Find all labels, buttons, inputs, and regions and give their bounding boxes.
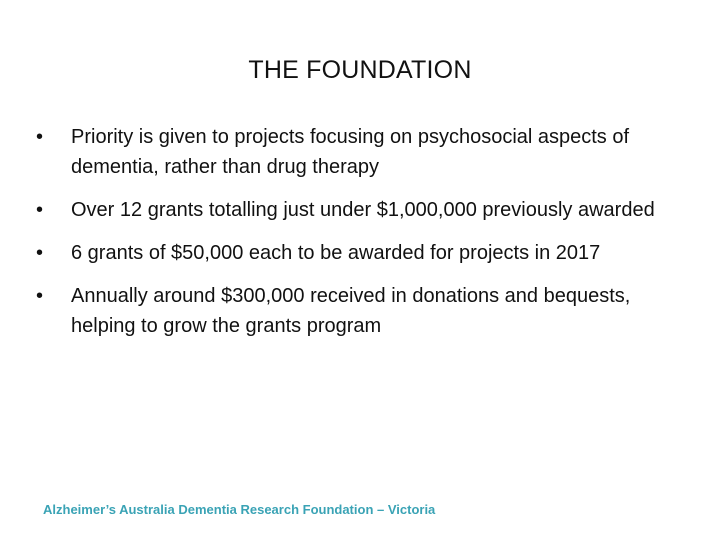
footer-organization-name: Alzheimer’s Australia Dementia Research Foundation – Victoria bbox=[43, 502, 436, 517]
bullet-item-priority bbox=[36, 122, 666, 182]
bullet-marker: • bbox=[36, 242, 44, 264]
bullet-text: Over 12 grants totalling just under $1,000,000 previously awarded bbox=[71, 199, 655, 221]
bullet-marker: • bbox=[36, 285, 44, 307]
bullet-list bbox=[36, 122, 666, 341]
bullet-marker: • bbox=[36, 126, 44, 148]
bullet-text: Annually around $300,000 received in donations and bequests, helping to grow the grants program bbox=[71, 285, 631, 337]
bullet-item-2017-grants bbox=[36, 238, 666, 268]
bullet-text: Priority is given to projects focusing on psychosocial aspects of dementia, rather than drug therapy bbox=[71, 126, 630, 178]
bullet-item-previous-grants bbox=[36, 195, 666, 225]
bullet-text: 6 grants of $50,000 each to be awarded for projects in 2017 bbox=[71, 242, 601, 264]
slide-title: THE FOUNDATION bbox=[248, 56, 472, 84]
bullet-item-donations bbox=[36, 281, 666, 341]
bullet-marker: • bbox=[36, 199, 44, 221]
